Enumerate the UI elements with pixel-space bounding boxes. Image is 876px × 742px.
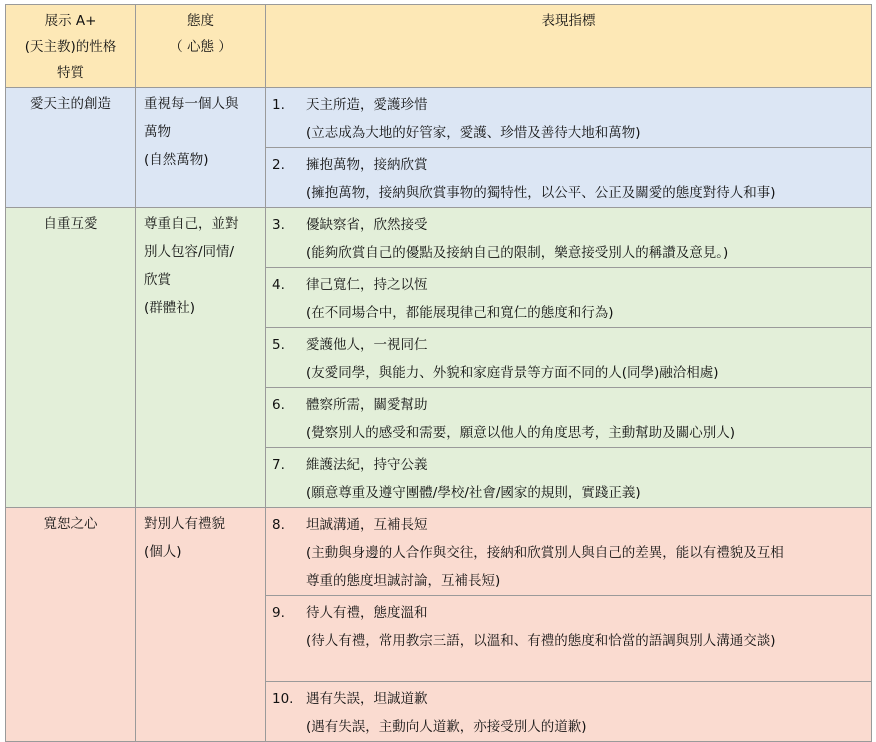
- indicator-cell: [266, 148, 872, 208]
- attitude-line: (自然萬物): [144, 152, 209, 168]
- header-trait: [6, 5, 136, 88]
- indicator-cell: [266, 328, 872, 388]
- header-trait-line: (天主教)的性格: [24, 39, 117, 55]
- indicator-number: 8.: [272, 517, 285, 533]
- indicator-cell: [266, 208, 872, 268]
- indicator-desc: (能夠欣賞自己的優點及接納自己的限制，樂意接受別人的稱讚及意見。): [306, 245, 729, 261]
- indicator-title: 愛護他人，一視同仁: [306, 337, 428, 353]
- indicator-desc: (遇有失誤，主動向人道歉，亦接受別人的道歉): [306, 719, 587, 735]
- attitude-line: (個人): [144, 544, 182, 560]
- attitude-line: 萬物: [144, 124, 171, 140]
- indicator-desc: (願意尊重及遵守團體/學校/社會/國家的規則，實踐正義): [306, 485, 641, 501]
- indicator-desc: (立志成為大地的好管家，愛護、珍惜及善待大地和萬物): [306, 125, 641, 141]
- indicator-title: 擁抱萬物，接納欣賞: [306, 157, 428, 173]
- indicator-number: 9.: [272, 605, 285, 621]
- indicator-number: 5.: [272, 337, 285, 353]
- attitude-line: 對別人有禮貌: [144, 516, 225, 532]
- trait-cell: [6, 208, 136, 508]
- trait-cell: [6, 88, 136, 208]
- attitude-line: 欣賞: [144, 272, 171, 288]
- indicator-number: 7.: [272, 457, 285, 473]
- indicator-cell: [266, 88, 872, 148]
- indicator-cell: [266, 388, 872, 448]
- header-indicators: [266, 5, 872, 88]
- header-indicators-label: 表現指標: [541, 13, 596, 29]
- indicator-desc: (主動與身邊的人合作與交往，接納和欣賞別人與自己的差異，能以有禮貌及互相: [306, 545, 784, 561]
- indicator-cell: [266, 268, 872, 328]
- indicator-title: 體察所需，關愛幫助: [306, 397, 428, 413]
- indicator-title: 遇有失誤，坦誠道歉: [306, 691, 428, 707]
- trait-cell: [6, 508, 136, 742]
- indicator-title: 優缺察省，欣然接受: [306, 217, 428, 233]
- header-trait-line: 展示 A+: [44, 13, 97, 29]
- indicator-desc: (待人有禮，常用教宗三語，以溫和、有禮的態度和恰當的語調與別人溝通交談): [306, 633, 776, 649]
- attitude-cell: [136, 208, 266, 508]
- indicator-title: 天主所造，愛護珍惜: [306, 97, 428, 113]
- indicator-title: 坦誠溝通，互補長短: [306, 517, 428, 533]
- indicator-desc: (覺察別人的感受和需要，願意以他人的角度思考，主動幫助及關心別人): [306, 425, 736, 441]
- indicator-cell: [266, 508, 872, 596]
- indicator-desc: 尊重的態度坦誠討論，互補長短): [306, 573, 501, 589]
- attitude-line: 別人包容/同情/: [144, 244, 235, 260]
- header-attitude-line: （ 心態 ）: [169, 39, 232, 55]
- header-trait-line: 特質: [57, 65, 84, 81]
- header-attitude-line: 態度: [187, 13, 214, 29]
- header-attitude: [136, 5, 266, 88]
- attitude-line: (群體社): [144, 300, 196, 316]
- attitude-cell: [136, 88, 266, 208]
- indicator-title: 待人有禮，態度溫和: [306, 605, 428, 621]
- indicator-cell: [266, 596, 872, 682]
- indicator-cell: [266, 682, 872, 742]
- attitude-cell: [136, 508, 266, 742]
- indicator-number: 2.: [272, 157, 285, 173]
- character-traits-table: [5, 4, 872, 742]
- indicator-number: 6.: [272, 397, 285, 413]
- indicator-number: 3.: [272, 217, 285, 233]
- indicator-desc: (擁抱萬物，接納與欣賞事物的獨特性，以公平、公正及關愛的態度對待人和事): [306, 185, 776, 201]
- indicator-number: 4.: [272, 277, 285, 293]
- indicator-cell: [266, 448, 872, 508]
- attitude-line: 重視每一個人與: [144, 96, 239, 112]
- indicator-title: 維護法紀，持守公義: [306, 457, 428, 473]
- indicator-desc: (友愛同學，與能力、外貌和家庭背景等方面不同的人(同學)融洽相處): [306, 365, 719, 381]
- indicator-desc: (在不同場合中，都能展現律己和寬仁的態度和行為): [306, 305, 614, 321]
- indicator-number: 10.: [272, 691, 294, 707]
- trait-label: 自重互愛: [43, 216, 98, 232]
- trait-label: 愛天主的創造: [30, 96, 111, 112]
- indicator-title: 律己寬仁，持之以恆: [306, 277, 428, 293]
- trait-label: 寬恕之心: [43, 516, 98, 532]
- attitude-line: 尊重自己，並對: [144, 216, 239, 232]
- indicator-number: 1.: [272, 97, 285, 113]
